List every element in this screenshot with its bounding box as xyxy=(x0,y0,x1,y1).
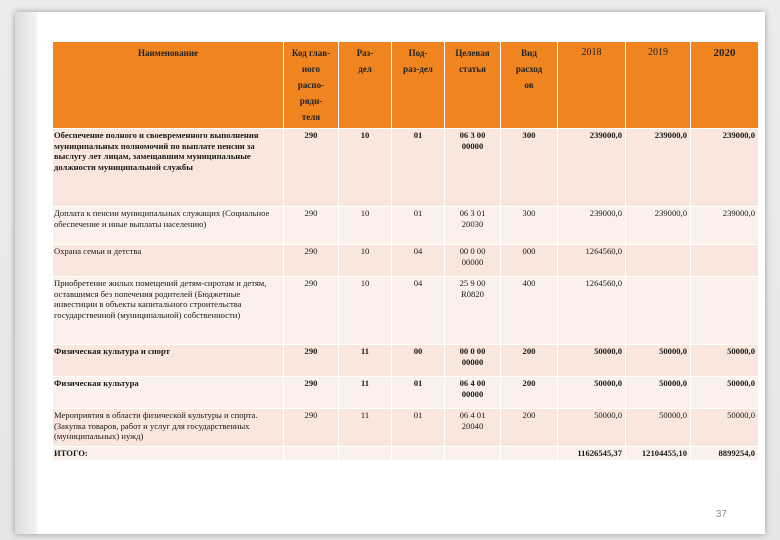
row-2019 xyxy=(626,245,691,277)
header-2019: 2019 xyxy=(626,42,691,129)
row-type: 200 xyxy=(501,409,558,447)
table-row xyxy=(53,277,759,345)
header-name: Наименование xyxy=(53,42,284,129)
header-section: Раз- дел xyxy=(339,42,392,129)
row-type: 000 xyxy=(501,245,558,277)
total-empty xyxy=(392,447,445,461)
slide xyxy=(15,12,765,534)
row-2018: 50000,0 xyxy=(558,409,626,447)
row-section: 11 xyxy=(339,345,392,377)
row-section: 11 xyxy=(339,377,392,409)
row-subsection: 04 xyxy=(392,245,445,277)
row-section: 10 xyxy=(339,129,392,207)
row-2020: 50000,0 xyxy=(691,377,759,409)
total-2020: 8899254,0 xyxy=(691,447,759,461)
row-subsection: 00 xyxy=(392,345,445,377)
row-name: Приобретение жилых помещений детям-сиротам и детям, оставшимся без попечения родителей (Бюджетные инвестиции в объекты капитального строительства государственной (муниципальной) собственности) xyxy=(53,277,284,345)
row-code: 290 xyxy=(284,377,339,409)
total-empty xyxy=(501,447,558,461)
row-type: 200 xyxy=(501,377,558,409)
row-target: 06 3 01 20030 xyxy=(445,207,501,245)
row-target: 06 4 01 20040 xyxy=(445,409,501,447)
row-type: 300 xyxy=(501,129,558,207)
total-label: ИТОГО: xyxy=(53,447,284,461)
row-subsection: 01 xyxy=(392,207,445,245)
total-row xyxy=(53,447,759,461)
row-2020: 239000,0 xyxy=(691,129,759,207)
row-2019: 50000,0 xyxy=(626,345,691,377)
total-2019: 12104455,10 xyxy=(626,447,691,461)
budget-table xyxy=(52,41,759,461)
row-section: 10 xyxy=(339,207,392,245)
page-number: 37 xyxy=(715,509,727,520)
table-row xyxy=(53,129,759,207)
row-2018: 239000,0 xyxy=(558,129,626,207)
row-name: Физическая культура и спорт xyxy=(53,345,284,377)
row-code: 290 xyxy=(284,129,339,207)
row-name: Физическая культура xyxy=(53,377,284,409)
row-2019: 50000,0 xyxy=(626,409,691,447)
row-target: 06 3 00 00000 xyxy=(445,129,501,207)
row-subsection: 04 xyxy=(392,277,445,345)
row-target: 06 4 00 00000 xyxy=(445,377,501,409)
row-subsection: 01 xyxy=(392,409,445,447)
row-name: Обеспечение полного и своевременного выполнения муниципальных полномочий по выплате пенсии за выслугу лет лицам, замещавшим муниципальные должности муниципальной службы xyxy=(53,129,284,207)
row-code: 290 xyxy=(284,345,339,377)
row-2018: 1264560,0 xyxy=(558,277,626,345)
row-type: 300 xyxy=(501,207,558,245)
row-2020 xyxy=(691,277,759,345)
row-code: 290 xyxy=(284,207,339,245)
row-target: 00 0 00 00000 xyxy=(445,345,501,377)
row-subsection: 01 xyxy=(392,377,445,409)
table-header-row xyxy=(53,42,759,129)
header-2018: 2018 xyxy=(558,42,626,129)
row-subsection: 01 xyxy=(392,129,445,207)
row-2019: 50000,0 xyxy=(626,377,691,409)
total-2018: 11626545,37 xyxy=(558,447,626,461)
row-target: 25 9 00 R0820 xyxy=(445,277,501,345)
total-empty xyxy=(284,447,339,461)
total-empty xyxy=(339,447,392,461)
row-2018: 239000,0 xyxy=(558,207,626,245)
row-code: 290 xyxy=(284,245,339,277)
row-2020: 239000,0 xyxy=(691,207,759,245)
table-row xyxy=(53,207,759,245)
row-2018: 50000,0 xyxy=(558,345,626,377)
row-2020 xyxy=(691,245,759,277)
row-2019 xyxy=(626,277,691,345)
header-type: Вид расход ов xyxy=(501,42,558,129)
table-row xyxy=(53,245,759,277)
header-target: Целевая статья xyxy=(445,42,501,129)
row-target: 00 0 00 00000 xyxy=(445,245,501,277)
header-subsection: Под- раз-дел xyxy=(392,42,445,129)
table-row xyxy=(53,377,759,409)
row-name: Охрана семьи и детства xyxy=(53,245,284,277)
row-name: Мероприятия в области физической культуры и спорта. (Закупка товаров, работ и услуг для государственных (муниципальных) нужд) xyxy=(53,409,284,447)
row-type: 400 xyxy=(501,277,558,345)
row-section: 10 xyxy=(339,245,392,277)
row-2018: 1264560,0 xyxy=(558,245,626,277)
table-row xyxy=(53,345,759,377)
table-row xyxy=(53,409,759,447)
row-section: 11 xyxy=(339,409,392,447)
row-section: 10 xyxy=(339,277,392,345)
header-2020: 2020 xyxy=(691,42,759,129)
row-2020: 50000,0 xyxy=(691,409,759,447)
row-2018: 50000,0 xyxy=(558,377,626,409)
row-type: 200 xyxy=(501,345,558,377)
row-code: 290 xyxy=(284,277,339,345)
row-2019: 239000,0 xyxy=(626,129,691,207)
row-2020: 50000,0 xyxy=(691,345,759,377)
row-name: Доплата к пенсии муниципальных служащих (Социальное обеспечение и иные выплаты населению) xyxy=(53,207,284,245)
total-empty xyxy=(445,447,501,461)
row-code: 290 xyxy=(284,409,339,447)
row-2019: 239000,0 xyxy=(626,207,691,245)
header-code: Код глав- ного распо- ряди- теля xyxy=(284,42,339,129)
slide-left-band xyxy=(15,12,37,534)
